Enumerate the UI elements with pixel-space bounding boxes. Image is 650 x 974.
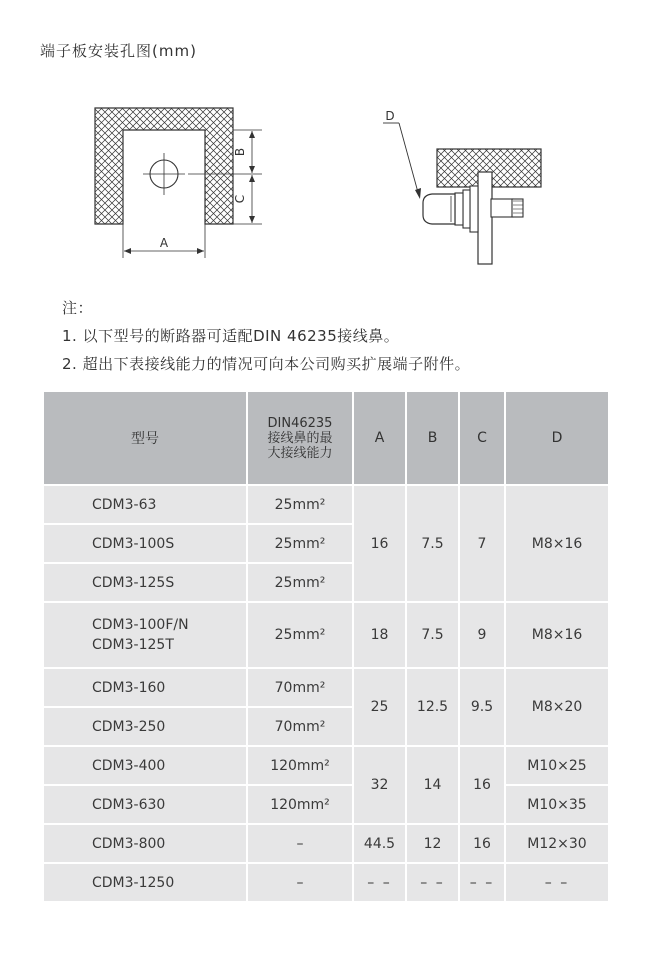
model-cell: CDM3-250 <box>43 707 247 746</box>
dim-c-cell: 9.5 <box>459 668 505 746</box>
dim-b-cell: 14 <box>406 746 459 824</box>
dim-c-cell: 16 <box>459 824 505 863</box>
dimension-label-a: A <box>159 236 169 250</box>
table-header-row <box>43 391 609 485</box>
model-cell: CDM3-63 <box>43 485 247 524</box>
header-b: B <box>406 391 459 485</box>
model-cell: CDM3-800 <box>43 824 247 863</box>
header-a: A <box>353 391 406 485</box>
page-title: 端子板安装孔图(mm) <box>40 42 197 60</box>
notes-section <box>62 294 470 378</box>
dim-d-cell: M8×16 <box>505 602 609 668</box>
capacity-cell: 25mm² <box>247 485 353 524</box>
fastener-side-view <box>383 109 541 264</box>
dim-a-cell: 16 <box>353 485 406 602</box>
dim-c-cell: – – <box>459 863 505 902</box>
capacity-cell: 25mm² <box>247 563 353 602</box>
table-row <box>43 824 609 863</box>
model-cell: CDM3-1250 <box>43 863 247 902</box>
model-cell: CDM3-160 <box>43 668 247 707</box>
capacity-cell: – <box>247 863 353 902</box>
dim-c-cell: 7 <box>459 485 505 602</box>
dim-a-cell: 44.5 <box>353 824 406 863</box>
table-row <box>43 863 609 902</box>
model-cell: CDM3-100F/N CDM3-125T <box>43 602 247 668</box>
dim-b-cell: 7.5 <box>406 485 459 602</box>
dim-a-cell: 32 <box>353 746 406 824</box>
model-cell: CDM3-100S <box>43 524 247 563</box>
dim-b-cell: 12.5 <box>406 668 459 746</box>
dim-b-cell: 12 <box>406 824 459 863</box>
dim-d-cell: – – <box>505 863 609 902</box>
dim-c-cell: 9 <box>459 602 505 668</box>
header-capacity: DIN46235 接线鼻的最 大接线能力 <box>247 391 353 485</box>
dim-d-cell: M8×20 <box>505 668 609 746</box>
dimension-label-b: B <box>233 147 247 157</box>
model-cell: CDM3-400 <box>43 746 247 785</box>
capacity-cell: 70mm² <box>247 668 353 707</box>
table-row <box>43 668 609 707</box>
capacity-cell: 25mm² <box>247 602 353 668</box>
dim-c-cell: 16 <box>459 746 505 824</box>
note-item: 1. 以下型号的断路器可适配DIN 46235接线鼻。 <box>62 327 400 345</box>
model-cell: CDM3-630 <box>43 785 247 824</box>
notes-heading: 注： <box>62 299 94 317</box>
capacity-cell: 25mm² <box>247 524 353 563</box>
dim-d-cell: M12×30 <box>505 824 609 863</box>
dim-a-cell: – – <box>353 863 406 902</box>
capacity-cell: 120mm² <box>247 785 353 824</box>
dimension-label-c: C <box>233 194 247 204</box>
table-row <box>43 746 609 785</box>
dim-a-cell: 18 <box>353 602 406 668</box>
terminal-plate <box>478 172 492 264</box>
dim-a-cell: 25 <box>353 668 406 746</box>
capacity-cell: 70mm² <box>247 707 353 746</box>
fastener-label-d: D <box>385 109 395 123</box>
mounting-hole-diagram <box>0 0 650 290</box>
header-model: 型号 <box>43 391 247 485</box>
table-row <box>43 785 609 824</box>
header-d: D <box>505 391 609 485</box>
header-c: C <box>459 391 505 485</box>
terminal-spec-table <box>42 390 610 903</box>
note-item: 2. 超出下表接线能力的情况可向本公司购买扩展端子附件。 <box>62 355 471 373</box>
dim-d-cell: M10×25 <box>505 746 609 785</box>
model-cell: CDM3-125S <box>43 563 247 602</box>
dim-d-cell: M10×35 <box>505 785 609 824</box>
terminal-board-drawing <box>95 108 262 258</box>
table-row <box>43 602 609 668</box>
capacity-cell: – <box>247 824 353 863</box>
dim-d-cell: M8×16 <box>505 485 609 602</box>
dim-b-cell: 7.5 <box>406 602 459 668</box>
dim-b-cell: – – <box>406 863 459 902</box>
table-row <box>43 485 609 524</box>
capacity-cell: 120mm² <box>247 746 353 785</box>
